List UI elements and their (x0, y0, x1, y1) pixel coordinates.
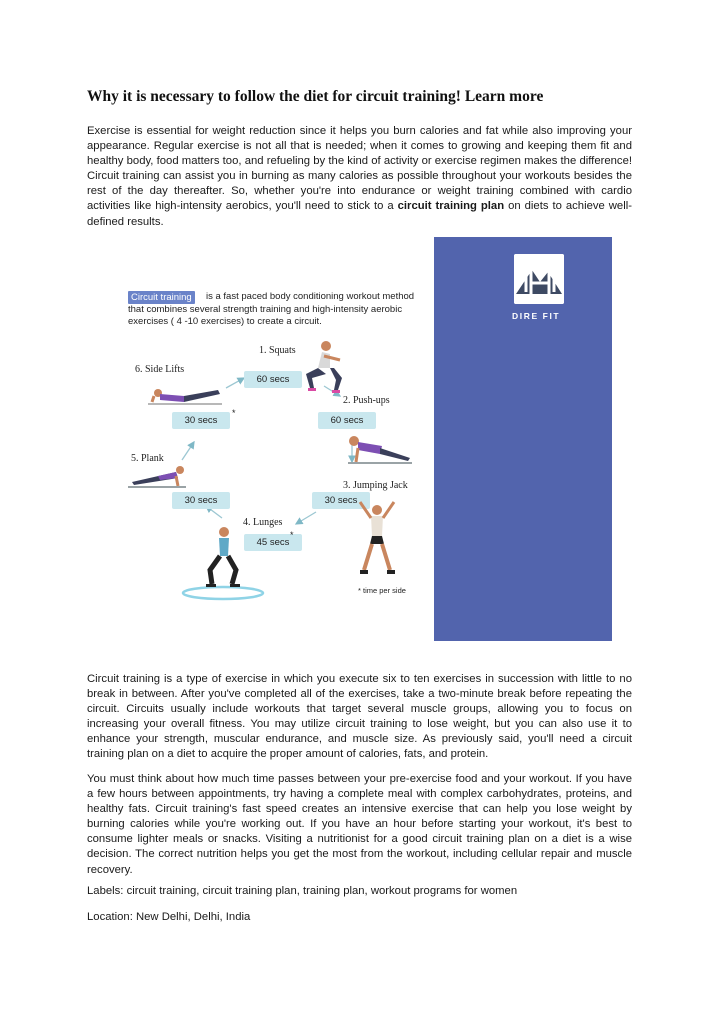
label-squats: 1. Squats (259, 345, 296, 356)
article-title: Why it is necessary to follow the diet for circuit training! Learn more (87, 88, 544, 105)
nutrition-paragraph: You must think about how much time passes between your pre-exercise food and your workout. If you have a few hours between appointments, try having a complete meal with complex carbohydrates, proteins, and healthy fats. Circuit training's fast speed creates an intensive exercise that can help you lose weight by burning calories while you're working out. If you have an hour before starting your workout, it's best to consume lighter meals or snacks. Visiting a nutritionist for a good circuit training plan on a diet is a wise decision. The correct nutrition helps you get the most from the workout, including cellular repair and muscle recovery. (87, 773, 632, 876)
label-plank: 5. Plank (131, 453, 164, 464)
asterisk-lunges: * (290, 530, 294, 540)
circuit-explanation-paragraph: Circuit training is a type of exercise in which you execute six to ten exercises in succession with little to no break in between. After you've completed all of the exercises, take a two-minute break before repeating the circuit. Circuits usually include workouts that target several muscle groups, allowing you to focus on increasing your overall fitness. You may utilize circuit training to lose weight, but you can also use it to enhance your strength, muscular endurance, and muscle size. As previously said, you'll need a circuit training plan on a diet to acquire the proper amount of calories, fats, and protein. (87, 673, 632, 761)
intro-text-start: Exercise is essential for weight reduction since it helps you burn calories and fat while also improving your appearance. Regular exercise is not all that is needed; when it comes to growing and keeping them fit and healthy body, food matters too, and refueling by the kind of activity or exercise regimen makes the difference! Circuit training can assist you in burning as many calories as possible throughout your workouts besides the rest of the day thereafter. So, whether you're into endurance or weight training combined with cardio activities like high-intensity aerobics, you'll need to stick to a (87, 125, 632, 213)
circuit-training-tag: Circuit training (128, 291, 195, 304)
circuit-training-plan-link[interactable]: circuit training plan (397, 200, 505, 213)
jumping-jack-figure (354, 498, 400, 578)
circuit-training-infographic (118, 268, 430, 610)
duration-jumping-jack: 30 secs (312, 492, 370, 509)
duration-side-lifts: 30 secs (172, 412, 230, 429)
intro-paragraph (87, 124, 632, 230)
location-line: Location: New Delhi, Delhi, India (87, 911, 251, 923)
squat-figure (296, 340, 348, 394)
plank-figure (126, 464, 188, 488)
arrow-plank-sidelifts (182, 442, 194, 460)
label-jumping-jack: 3. Jumping Jack (343, 480, 408, 491)
duration-squats: 60 secs (244, 371, 302, 388)
duration-plank: 30 secs (172, 492, 230, 509)
duration-lunges: 45 secs (244, 534, 302, 551)
asterisk-side-lifts: * (232, 408, 236, 418)
label-pushups: 2. Push-ups (343, 395, 390, 406)
arrow-sidelifts-squats (226, 378, 244, 388)
label-side-lifts: 6. Side Lifts (135, 364, 185, 375)
arrow-jumping-lunges (296, 512, 316, 524)
brand-name: DIRE FIT (512, 311, 561, 321)
time-per-side-note: * time per side (358, 586, 406, 595)
labels-line: Labels: circuit training, circuit training plan, training plan, workout programs for women (87, 885, 518, 897)
brand-panel (434, 237, 612, 641)
label-lunges: 4. Lunges (243, 517, 283, 528)
dumbbell-mountain-icon (514, 254, 564, 304)
infographic-intro: is a fast paced body conditioning workout method that combines several strength training and high-intensity aerobic exercises ( 4 -10 exercises) to create a circuit. (128, 291, 415, 327)
lunge-figure (202, 526, 246, 590)
duration-pushups: 60 secs (318, 412, 376, 429)
side-lift-figure (148, 384, 222, 406)
pushup-figure (344, 432, 412, 466)
intro-text-end: on diets to achieve well-defined results. (87, 200, 632, 228)
